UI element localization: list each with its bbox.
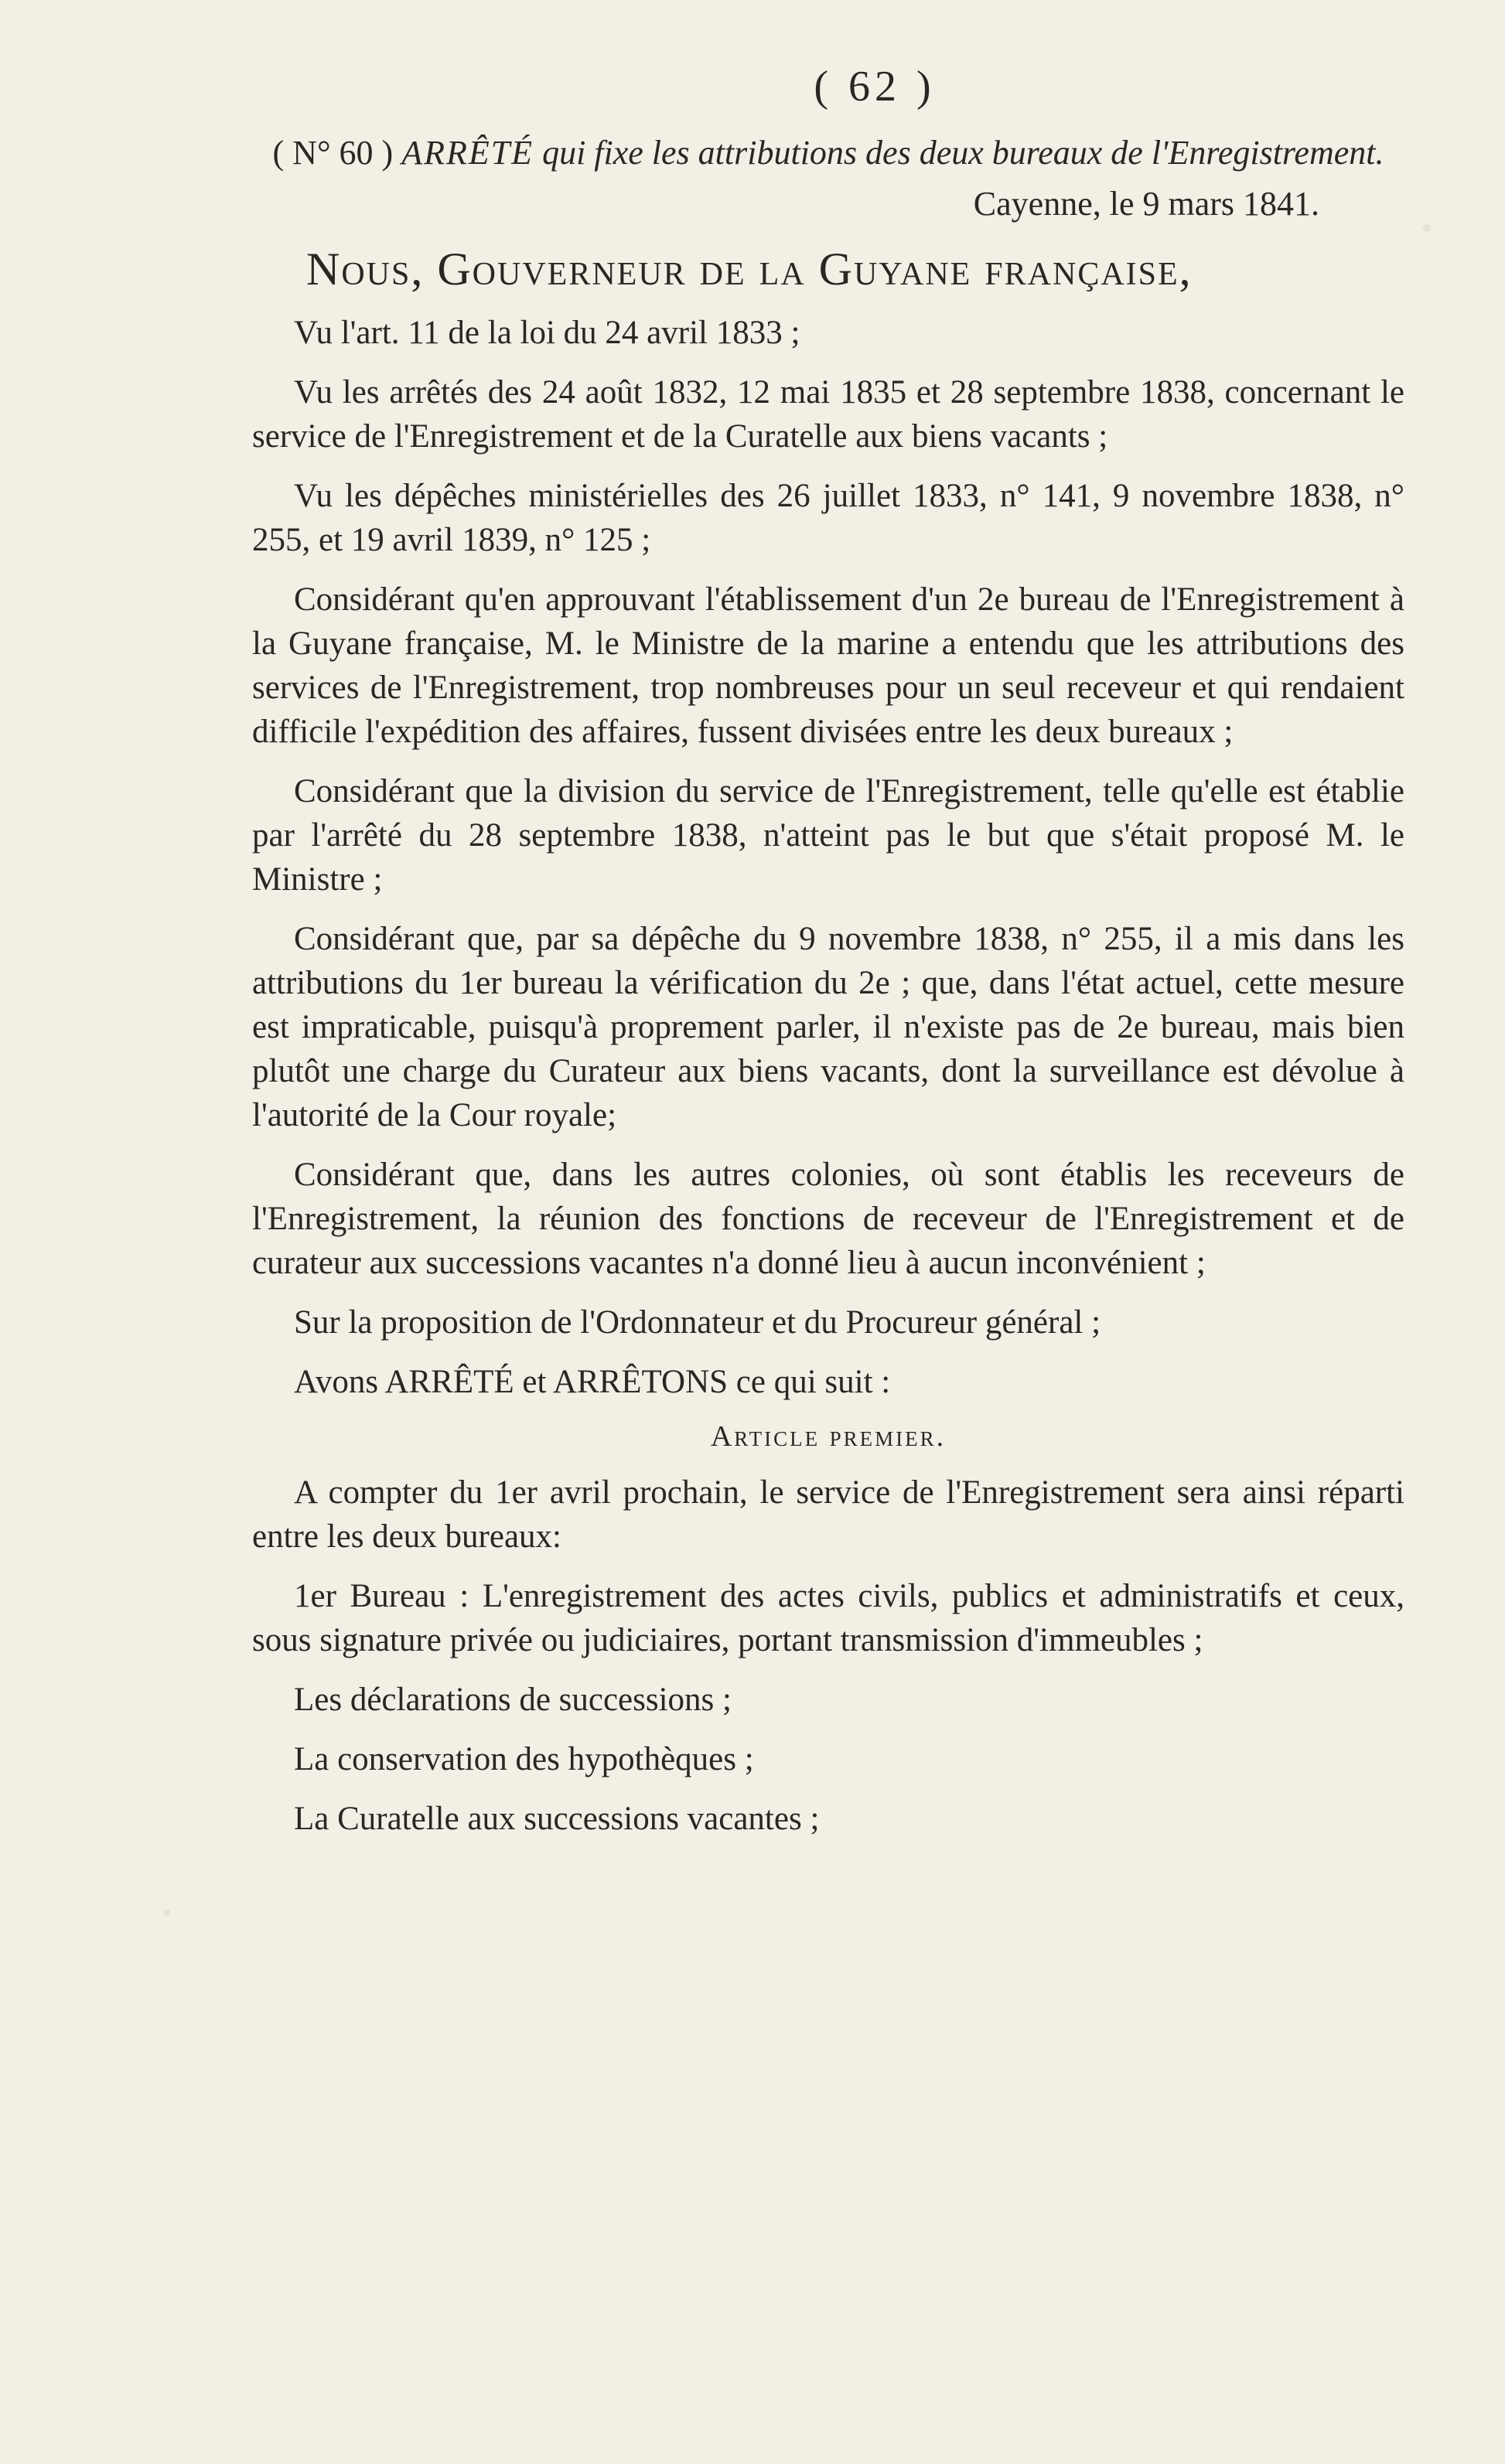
governor-line: Nous, Gouverneur de la Guyane française, <box>306 244 1193 295</box>
article-title: Article premier. <box>710 1420 947 1453</box>
paragraph: Sur la proposition de l'Ordonnateur et du Procureur général ; <box>294 1304 1101 1341</box>
paper-spot <box>1423 224 1431 232</box>
paragraph: Vu les arrêtés des 24 août 1832, 12 mai 1835 et 28 septembre 1838, concernant le service de l'Enregistrement et de la Curatelle aux biens vacants ; <box>252 374 1404 455</box>
place-date: Cayenne, le 9 mars 1841. <box>973 185 1319 223</box>
paragraph: Considérant que, par sa dépêche du 9 novembre 1838, n° 255, il a mis dans les attributions du 1er bureau la vérification du 2e ; que, dans l'état actuel, cette mesure est impraticable, puisqu'à proprement parler, il n'existe pas de 2e bureau, mais bien plutôt une charge du Curateur aux biens vacants, dont la surveillance est dévolue à l'autorité de la Cour royale; <box>252 921 1404 1133</box>
decree-number: ( N° 60 ) <box>272 134 394 172</box>
paragraph: Considérant que, dans les autres colonies, où sont établis les receveurs de l'Enregistrement, la réunion des fonctions de receveur de l'Enregistrement et de curateur aux successions vacantes n'a donné lieu à aucun inconvénient ; <box>252 1157 1404 1281</box>
decree-title: qui fixe les attributions des deux bureaux de l'Enregistrement. <box>542 134 1384 172</box>
decree-title-caps: ARRÊTÉ <box>401 134 534 172</box>
paragraph: Considérant que la division du service de l'Enregistrement, telle qu'elle est établie par l'arrêté du 28 septembre 1838, n'atteint pas le but que s'était proposé M. le Ministre ; <box>252 773 1404 898</box>
paragraph: Vu l'art. 11 de la loi du 24 avril 1833 ; <box>294 315 800 351</box>
decree-heading <box>252 130 1404 176</box>
article-paragraph: A compter du 1er avril prochain, le service de l'Enregistrement sera ainsi réparti entre les deux bureaux: <box>252 1474 1404 1555</box>
page-number: ( 62 ) <box>814 63 936 111</box>
article-paragraph: La Curatelle aux successions vacantes ; <box>294 1801 820 1837</box>
paragraph: Considérant qu'en approuvant l'établissement d'un 2e bureau de l'Enregistrement à la Guyane française, M. le Ministre de la marine a entendu que les attributions des services de l'Enregistrement, trop nombreuses pour un seul receveur et qui rendaient difficile l'expédition des affaires, fussent divisées entre les deux bureaux ; <box>252 581 1404 750</box>
article-paragraph: La conservation des hypothèques ; <box>294 1741 754 1777</box>
article-paragraph: Les déclarations de successions ; <box>294 1682 732 1718</box>
article-paragraph: 1er Bureau : L'enregistrement des actes civils, publics et administratifs et ceux, sous signature privée ou judiciaires, portant transmission d'immeubles ; <box>252 1578 1404 1658</box>
paragraph: Avons ARRÊTÉ et ARRÊTONS ce qui suit : <box>294 1364 891 1400</box>
document-page <box>252 62 1404 1856</box>
paper-spot <box>164 1910 170 1916</box>
paragraph: Vu les dépêches ministérielles des 26 juillet 1833, n° 141, 9 novembre 1838, n° 255, et 19 avril 1839, n° 125 ; <box>252 478 1404 558</box>
